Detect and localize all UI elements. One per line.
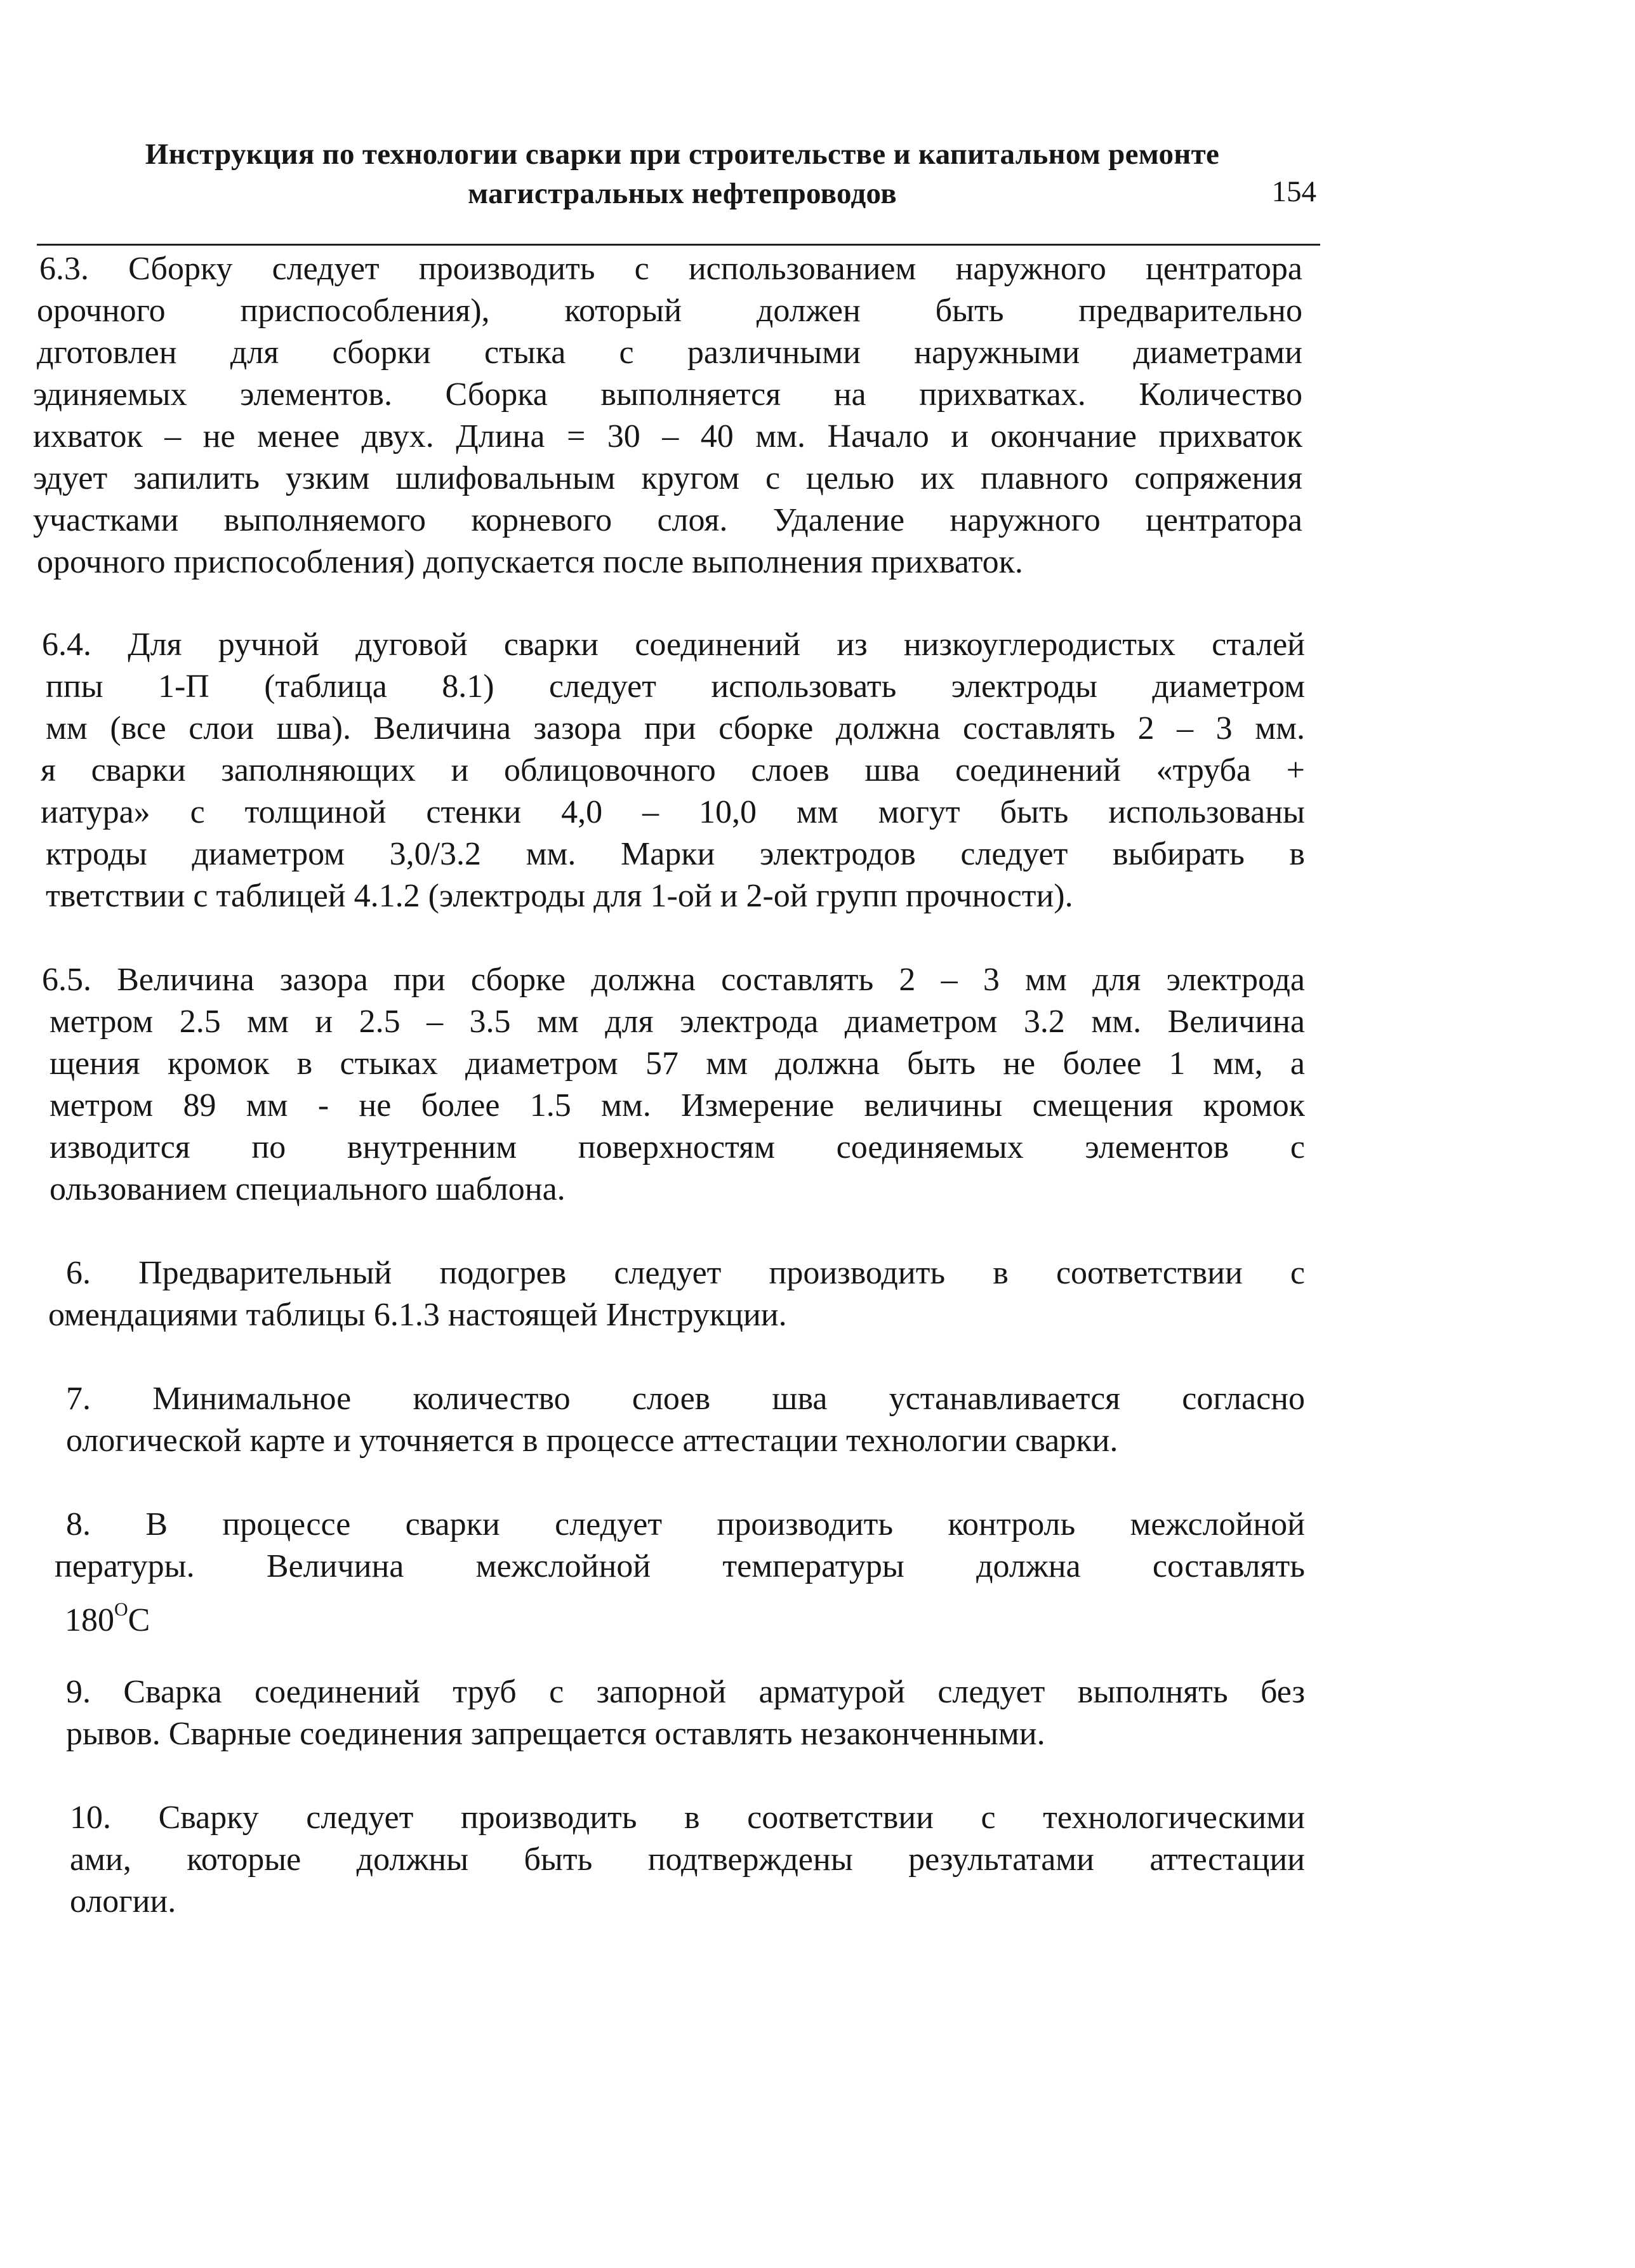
paragraph-line: ологической карте и уточняется в процессе аттестации технологии сварки. bbox=[66, 1422, 1118, 1459]
paragraph-line: метром 89 мм - не более 1.5 мм. Измерение величины смещения кромок bbox=[50, 1087, 1305, 1124]
paragraph-line: мм (все слои шва). Величина зазора при сборке должна составлять 2 – 3 мм. bbox=[46, 710, 1305, 746]
paragraph-line: я сварки заполняющих и облицовочного слоев шва соединений «труба + bbox=[41, 752, 1305, 788]
paragraph-line: орочного приспособления), который должен быть предварительно bbox=[37, 293, 1302, 329]
page-number: 154 bbox=[1271, 175, 1316, 208]
paragraph-line: эдует запилить узким шлифовальным кругом с целью их плавного сопряжения bbox=[33, 460, 1302, 496]
paragraph-line: щения кромок в стыках диаметром 57 мм должна быть не более 1 мм, а bbox=[50, 1045, 1305, 1082]
paragraph-line: участками выполняемого корневого слоя. Удаление наружного центратора bbox=[33, 502, 1302, 538]
header-title-line-2: магистральных нефтепроводов bbox=[468, 177, 897, 210]
paragraph-line: рывов. Сварные соединения запрещается оставлять незаконченными. bbox=[66, 1716, 1045, 1752]
paragraph-line: 9. Сварка соединений труб с запорной арматурой следует выполнять без bbox=[66, 1674, 1305, 1710]
paragraph-line: орочного приспособления) допускается после выполнения прихваток. bbox=[37, 544, 1023, 580]
paragraph-line: 6. Предварительный подогрев следует производить в соответствии с bbox=[66, 1255, 1305, 1291]
paragraph-line: иатура» с толщиной стенки 4,0 – 10,0 мм могут быть использованы bbox=[41, 794, 1305, 830]
paragraph-line: ами, которые должны быть подтверждены результатами аттестации bbox=[70, 1841, 1305, 1878]
paragraph-line: ихваток – не менее двух. Длина = 30 – 40 мм. Начало и окончание прихваток bbox=[33, 418, 1302, 454]
paragraph-line: 6.5. Величина зазора при сборке должна составлять 2 – 3 мм для электрода bbox=[42, 962, 1305, 998]
paragraph-line: 10. Сварку следует производить в соответствии с технологическими bbox=[70, 1800, 1305, 1836]
header-title-line-1: Инструкция по технологии сварки при строительстве и капитальном ремонте bbox=[145, 138, 1220, 171]
paragraph-line: 8. В процессе сварки следует производить контроль межслойной bbox=[66, 1506, 1305, 1542]
header-divider bbox=[37, 244, 1320, 246]
paragraph-line: ктроды диаметром 3,0/3.2 мм. Марки электродов следует выбирать в bbox=[46, 836, 1305, 872]
paragraph-line: ппы 1-П (таблица 8.1) следует использовать электроды диаметром bbox=[46, 668, 1305, 705]
paragraph-line: тветствии с таблицей 4.1.2 (электроды для 1-ой и 2-ой групп прочности). bbox=[46, 878, 1073, 914]
paragraph-line: дготовлен для сборки стыка с различными наружными диаметрами bbox=[37, 335, 1302, 371]
paragraph-line: эдиняемых элементов. Сборка выполняется на прихватках. Количество bbox=[33, 376, 1302, 413]
paragraph-line: 7. Минимальное количество слоев шва устанавливается согласно bbox=[66, 1381, 1305, 1417]
paragraph-line: изводится по внутренним поверхностям соединяемых элементов с bbox=[50, 1129, 1305, 1165]
paragraph-line: ологии. bbox=[70, 1883, 176, 1920]
document-header bbox=[38, 135, 1327, 213]
paragraph-line: метром 2.5 мм и 2.5 – 3.5 мм для электрода диаметром 3.2 мм. Величина bbox=[50, 1004, 1305, 1040]
temperature-value: $180^OC$ bbox=[65, 1599, 150, 1638]
paragraph-line: 6.4. Для ручной дуговой сварки соединений из низкоуглеродистых сталей bbox=[42, 627, 1305, 663]
paragraph-line: ользованием специального шаблона. bbox=[50, 1171, 566, 1207]
paragraph-line: пературы. Величина межслойной температуры должна составлять bbox=[55, 1548, 1305, 1584]
paragraph-line: омендациями таблицы 6.1.3 настоящей Инструкции. bbox=[48, 1297, 787, 1333]
paragraph-line: 6.3. Сборку следует производить с использованием наружного центратора bbox=[39, 251, 1302, 287]
